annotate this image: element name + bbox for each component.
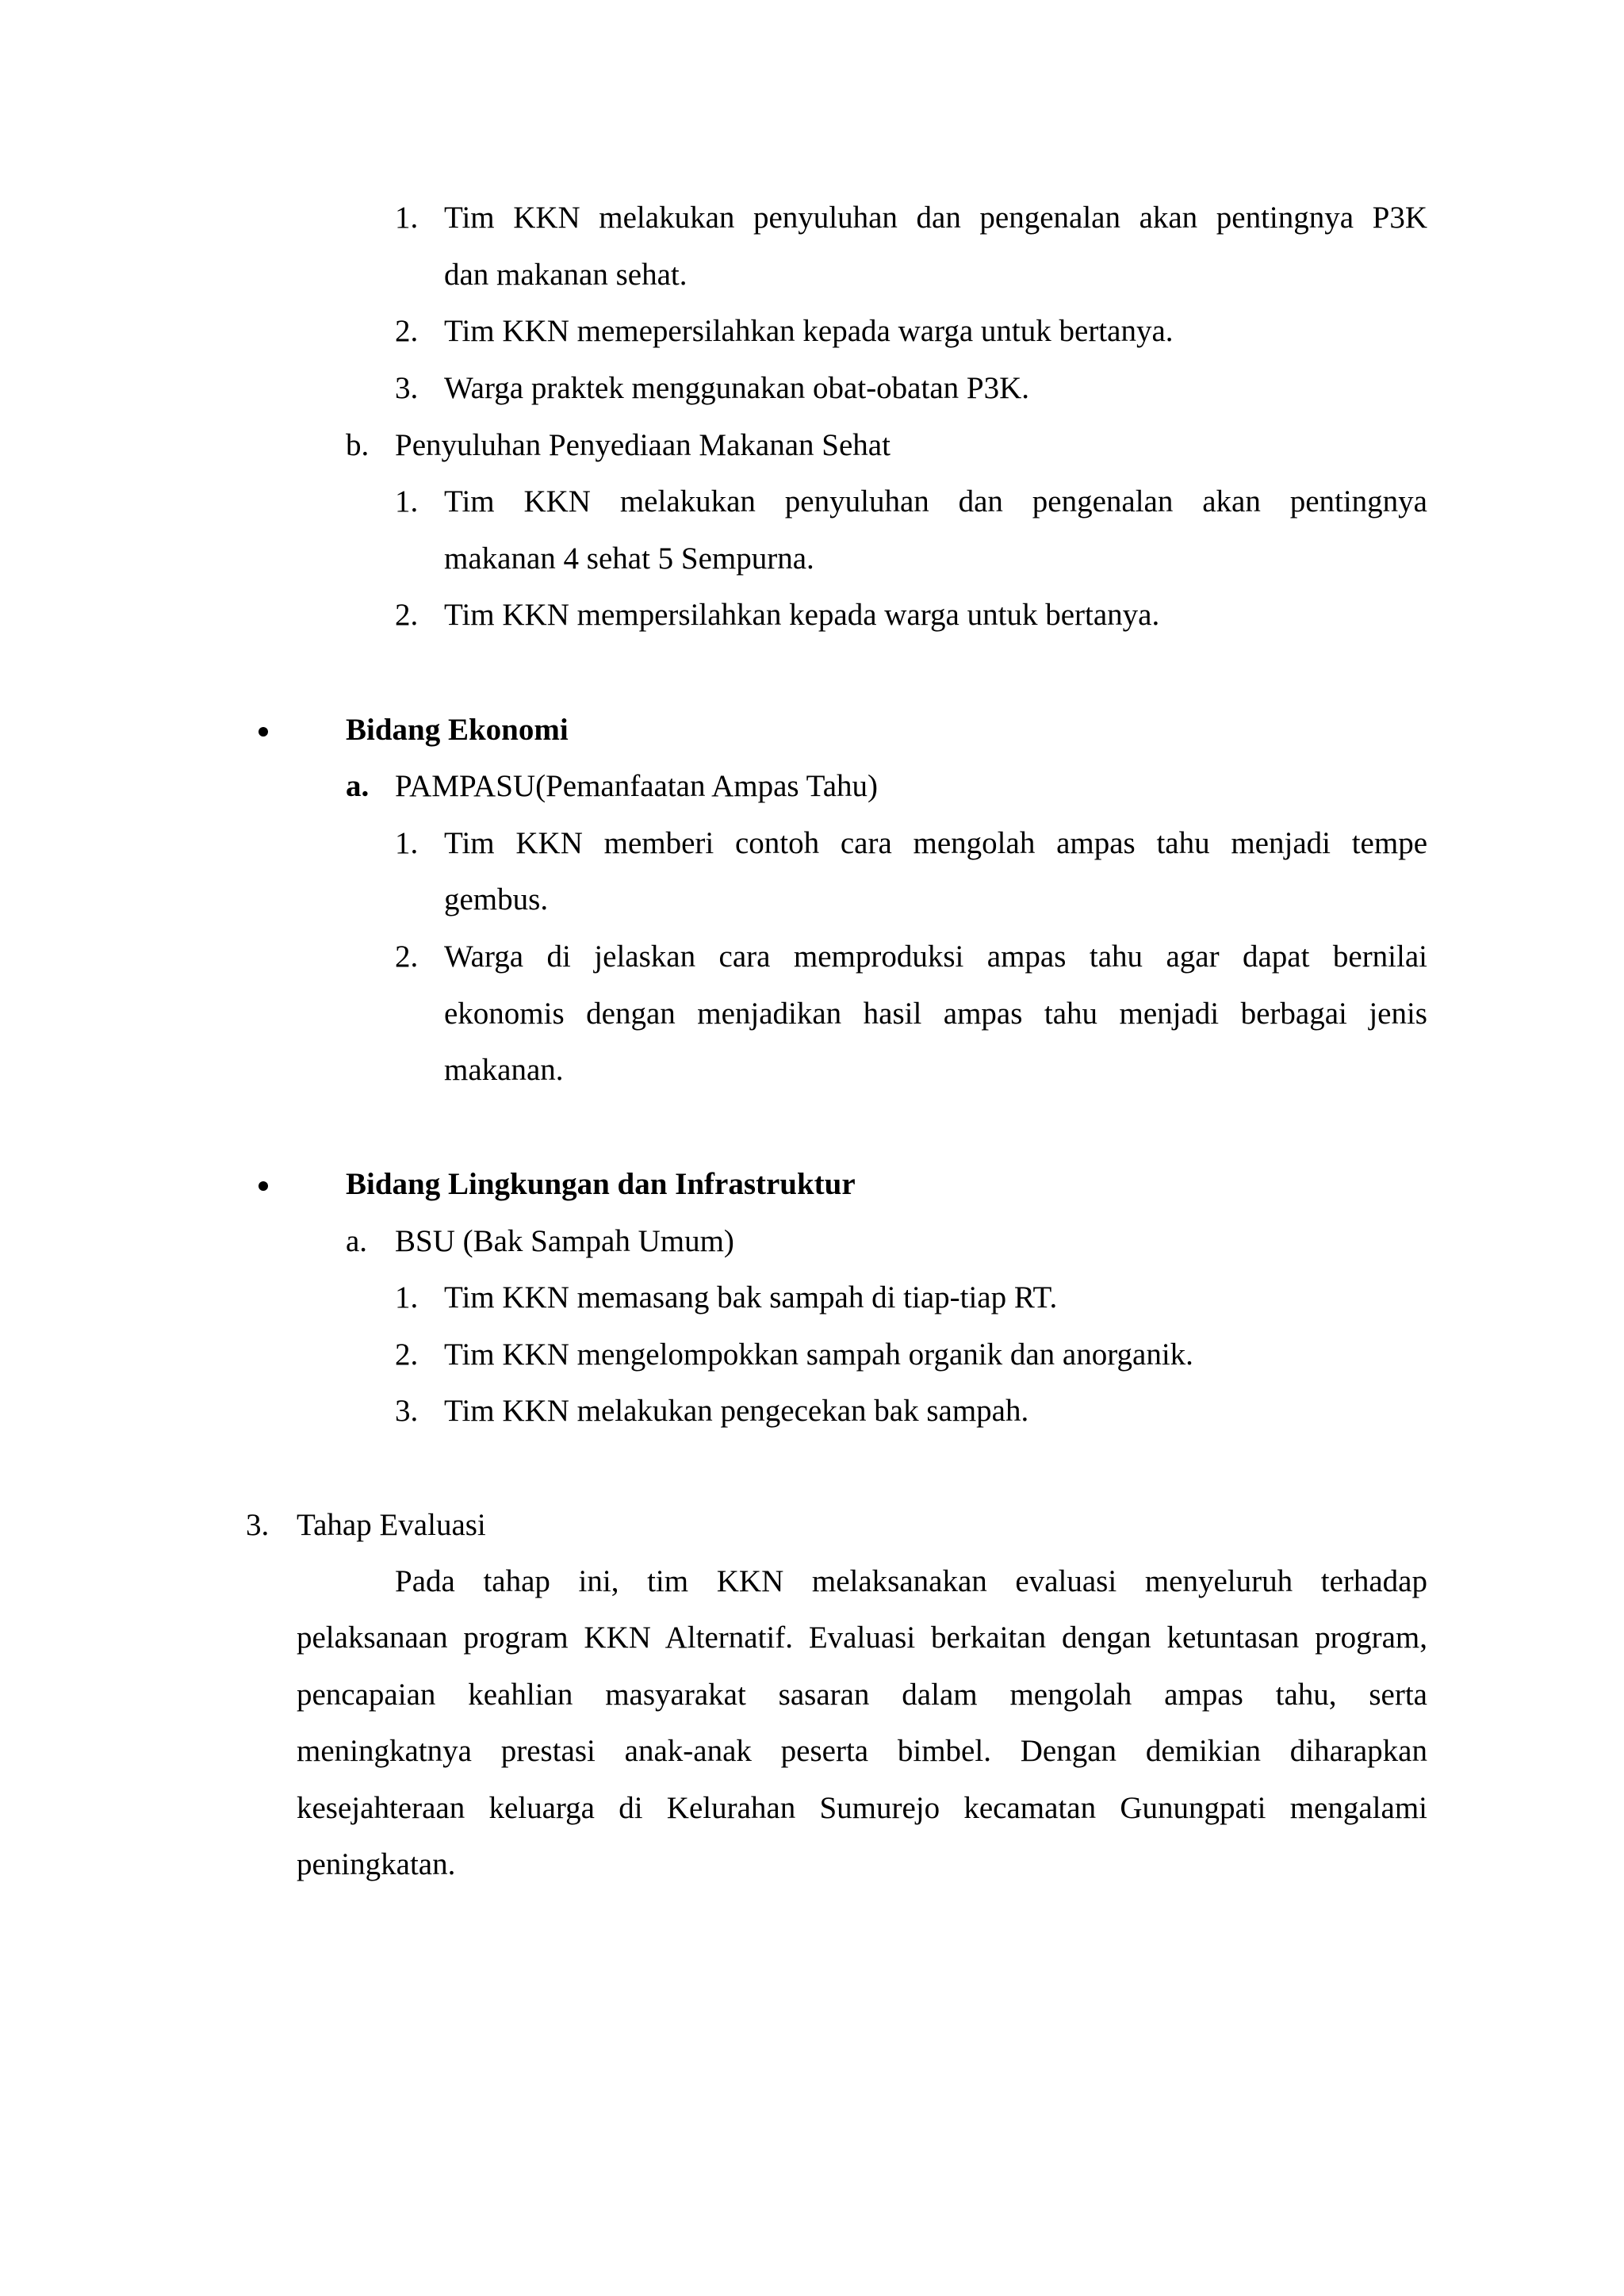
sublist-letter: b. xyxy=(346,428,370,462)
list-item-text: Tim KKN memberi contoh cara mengolah ampas tahu menjadi tempe xyxy=(444,826,1427,860)
list-number: 1. xyxy=(395,201,419,235)
bullet-icon xyxy=(259,1181,268,1191)
list-number: 1. xyxy=(395,826,419,860)
paragraph-line: Pada tahap ini, tim KKN melaksanakan evaluasi menyeluruh terhadap xyxy=(395,1564,1427,1598)
list-number: 3. xyxy=(395,1394,419,1428)
section-title-evaluasi: Tahap Evaluasi xyxy=(297,1508,486,1542)
list-item-text: Tim KKN memasang bak sampah di tiap-tiap RT. xyxy=(444,1280,1058,1314)
list-number: 3. xyxy=(395,371,419,405)
list-item-text: makanan 4 sehat 5 Sempurna. xyxy=(444,541,814,576)
sublist-letter: a. xyxy=(346,1224,368,1258)
paragraph-line: meningkatnya prestasi anak-anak peserta bimbel. Dengan demikian diharapkan xyxy=(297,1734,1427,1768)
list-number: 2. xyxy=(395,1337,419,1372)
list-item-text: Tim KKN memepersilahkan kepada warga untuk bertanya. xyxy=(444,314,1174,348)
list-item-text: dan makanan sehat. xyxy=(444,258,688,292)
list-item-text: makanan. xyxy=(444,1053,564,1087)
list-item-text: Tim KKN melakukan pengecekan bak sampah. xyxy=(444,1394,1029,1428)
paragraph-line: pencapaian keahlian masyarakat sasaran dalam mengolah ampas tahu, serta xyxy=(297,1678,1427,1712)
list-number: 2. xyxy=(395,598,419,632)
list-item-text: Tim KKN melakukan penyuluhan dan pengenalan akan pentingnya xyxy=(444,484,1427,519)
list-item-text: gembus. xyxy=(444,882,549,916)
list-number: 1. xyxy=(395,1280,419,1314)
section-number: 3. xyxy=(246,1508,270,1542)
sublist-title: Penyuluhan Penyediaan Makanan Sehat xyxy=(395,428,891,462)
list-item-text: Warga praktek menggunakan obat-obatan P3K. xyxy=(444,371,1029,405)
bullet-icon xyxy=(259,727,268,737)
list-item-text: Tim KKN melakukan penyuluhan dan pengenalan akan pentingnya P3K xyxy=(444,201,1427,235)
paragraph-line: pelaksanaan program KKN Alternatif. Evaluasi berkaitan dengan ketuntasan program, xyxy=(297,1621,1427,1655)
paragraph-line: peningkatan. xyxy=(297,1847,456,1881)
list-item-text: Tim KKN mengelompokkan sampah organik dan anorganik. xyxy=(444,1337,1193,1372)
list-item-text: Tim KKN mempersilahkan kepada warga untuk bertanya. xyxy=(444,598,1160,632)
sublist-title: PAMPASU(Pemanfaatan Ampas Tahu) xyxy=(395,769,878,803)
list-number: 2. xyxy=(395,939,419,974)
paragraph-line: kesejahteraan keluarga di Kelurahan Sumurejo kecamatan Gunungpati mengalami xyxy=(297,1791,1427,1825)
list-item-text: ekonomis dengan menjadikan hasil ampas tahu menjadi berbagai jenis xyxy=(444,997,1427,1031)
sublist-letter: a. xyxy=(346,769,370,803)
section-heading-ekonomi: Bidang Ekonomi xyxy=(346,713,569,747)
section-heading-lingkungan: Bidang Lingkungan dan Infrastruktur xyxy=(346,1167,856,1201)
list-item-text: Warga di jelaskan cara memproduksi ampas tahu agar dapat bernilai xyxy=(444,939,1427,974)
list-number: 2. xyxy=(395,314,419,348)
sublist-title: BSU (Bak Sampah Umum) xyxy=(395,1224,734,1258)
list-number: 1. xyxy=(395,484,419,519)
